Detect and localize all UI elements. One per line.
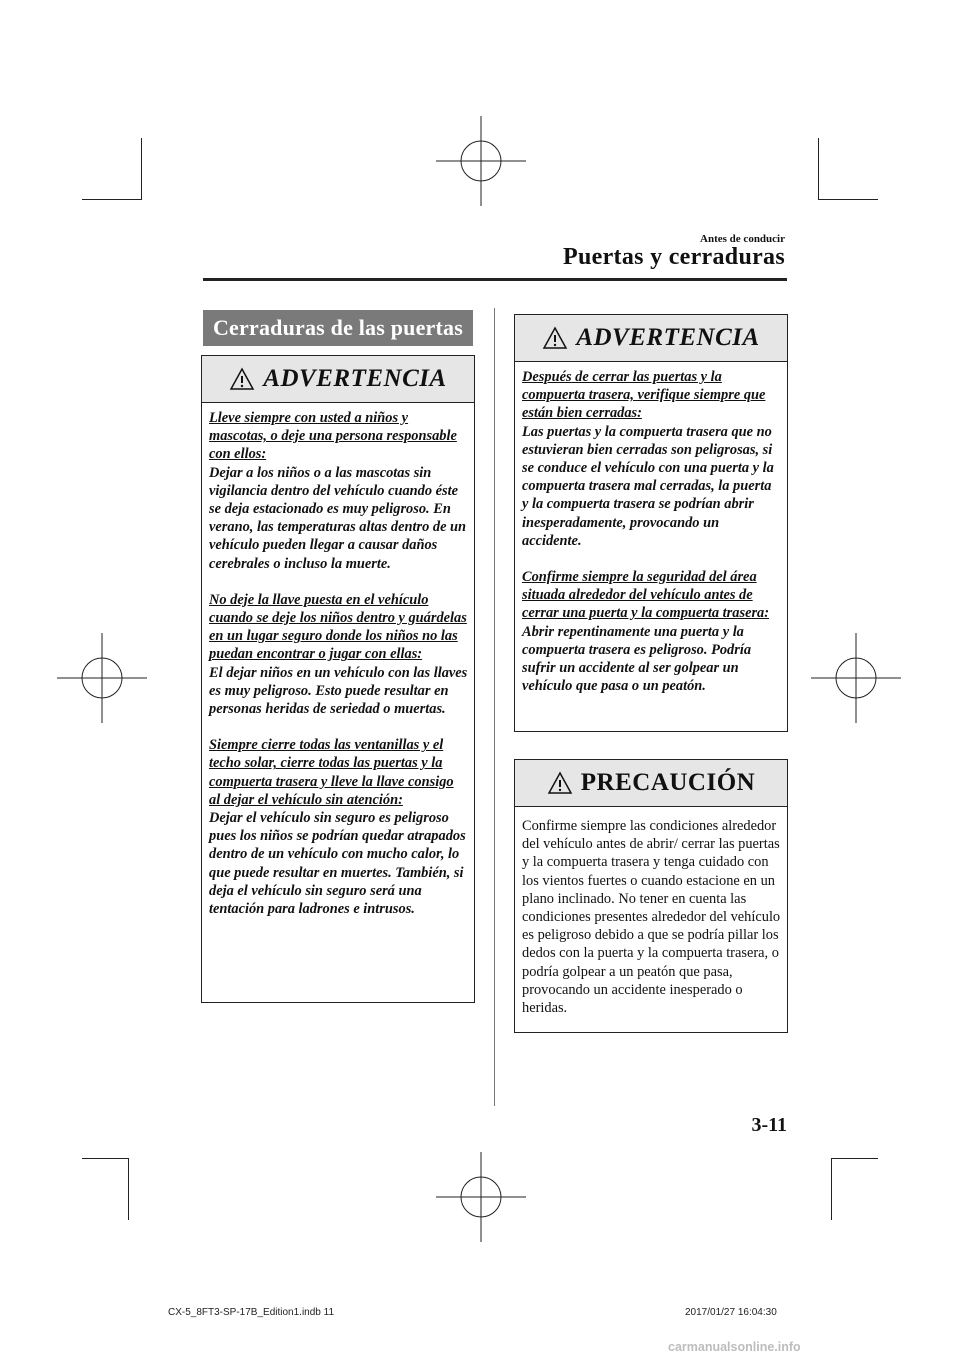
caution-body — [515, 807, 787, 1027]
warning-box-left — [201, 355, 475, 1003]
warning-triangle-icon — [542, 326, 568, 350]
warning-body — [202, 403, 474, 928]
warning-paragraph — [522, 568, 781, 695]
registration-mark-icon — [436, 116, 526, 206]
warning-heading-text: No deje la llave puesta en el vehículo cuando se deje los niños dentro y guárdelas en un lugar seguro donde los niños no las puedan encontrar o jugar con ellas: — [209, 591, 467, 663]
crop-mark — [818, 138, 819, 200]
warning-paragraph — [209, 409, 468, 573]
caution-header — [515, 760, 787, 807]
caution-box — [514, 759, 788, 1033]
warning-header — [515, 315, 787, 362]
warning-paragraph — [209, 591, 468, 718]
warning-triangle-icon — [229, 367, 255, 391]
warning-box-right — [514, 314, 788, 732]
footer-file: CX-5_8FT3-SP-17B_Edition1.indb 11 — [168, 1307, 335, 1318]
warning-triangle-icon — [547, 771, 573, 795]
crop-mark — [82, 199, 142, 200]
caution-text: Confirme siempre las condiciones alrededor del vehículo antes de abrir/ cerrar las puertas y la compuerta trasera y tenga cuidado con los vientos fuertes o cuando estacione en un plano inclinado. No tener en cuenta las condiciones presentes alrededor del vehículo es peligroso debido a que se podría pillar los dedos con la puerta y la compuerta trasera, o podría golpear a un peatón que pasa, provocando un accidente inesperado o heridas. — [522, 818, 781, 1017]
warning-text: Dejar el vehículo sin seguro es peligroso pues los niños se podrían quedar atrapados dentro de un vehículo con mucho calor, lo que puede resultar en muertes. También, si deja el vehículo sin seguro será una tentación para ladrones e intrusos. — [209, 810, 466, 918]
warning-text: El dejar niños en un vehículo con las llaves es muy peligroso. Esto puede resultar en personas heridas de seriedad o muertas. — [209, 664, 468, 718]
section-title: Puertas y cerraduras — [563, 244, 785, 270]
crop-mark — [818, 199, 878, 200]
warning-paragraph — [209, 736, 468, 918]
registration-mark-icon — [811, 633, 901, 723]
watermark: carmanualsonline.info — [668, 1340, 801, 1354]
registration-mark-icon — [436, 1152, 526, 1242]
warning-header — [202, 356, 474, 403]
section-label: Antes de conducir — [700, 233, 785, 245]
warning-heading-text: Después de cerrar las puertas y la compuerta trasera, verifique siempre que están bien cerradas: — [522, 369, 766, 422]
warning-heading-text: Siempre cierre todas las ventanillas y el techo solar, cierre todas las puertas y la compuerta trasera y lleve la llave consigo al dejar el vehículo sin atención: — [209, 737, 454, 808]
header-rule — [203, 278, 787, 281]
warning-text: Abrir repentinamente una puerta y la compuerta trasera es peligroso. Podría sufrir un accidente al ser golpear un vehículo que pasa o un peatón. — [522, 623, 752, 695]
caution-title: PRECAUCIÓN — [580, 769, 756, 796]
crop-mark — [141, 138, 142, 200]
warning-heading-text: Confirme siempre la seguridad del área situada alrededor del vehículo antes de cerrar una puerta y la compuerta trasera: — [522, 569, 770, 622]
page-number: 3-11 — [751, 1114, 787, 1136]
warning-body — [515, 362, 787, 705]
warning-paragraph — [522, 368, 781, 550]
warning-title: ADVERTENCIA — [576, 324, 760, 351]
crop-mark — [128, 1158, 129, 1220]
warning-heading-text: Lleve siempre con usted a niños y mascotas, o deje una persona responsable con ellos: — [209, 410, 457, 463]
crop-mark — [82, 1158, 129, 1159]
warning-text: Las puertas y la compuerta trasera que no estuvieran bien cerradas son peligrosas, si se conduce el vehículo con una puerta y la compuerta trasera mal cerradas, la puerta y la compuerta trasera se podrían abrir inesperadamente, provocando un accidente. — [522, 423, 774, 549]
column-divider — [494, 308, 495, 1106]
section-heading: Cerraduras de las puertas — [203, 310, 473, 346]
warning-title: ADVERTENCIA — [263, 365, 447, 392]
crop-mark — [831, 1158, 878, 1159]
warning-text: Dejar a los niños o a las mascotas sin vigilancia dentro del vehículo cuando éste se deja estacionado es muy peligroso. En verano, las temperaturas altas dentro de un vehículo pueden llegar a causar daños cerebrales o incluso la muerte. — [209, 464, 467, 572]
registration-mark-icon — [57, 633, 147, 723]
footer-timestamp: 2017/01/27 16:04:30 — [685, 1307, 777, 1318]
crop-mark — [831, 1158, 832, 1220]
